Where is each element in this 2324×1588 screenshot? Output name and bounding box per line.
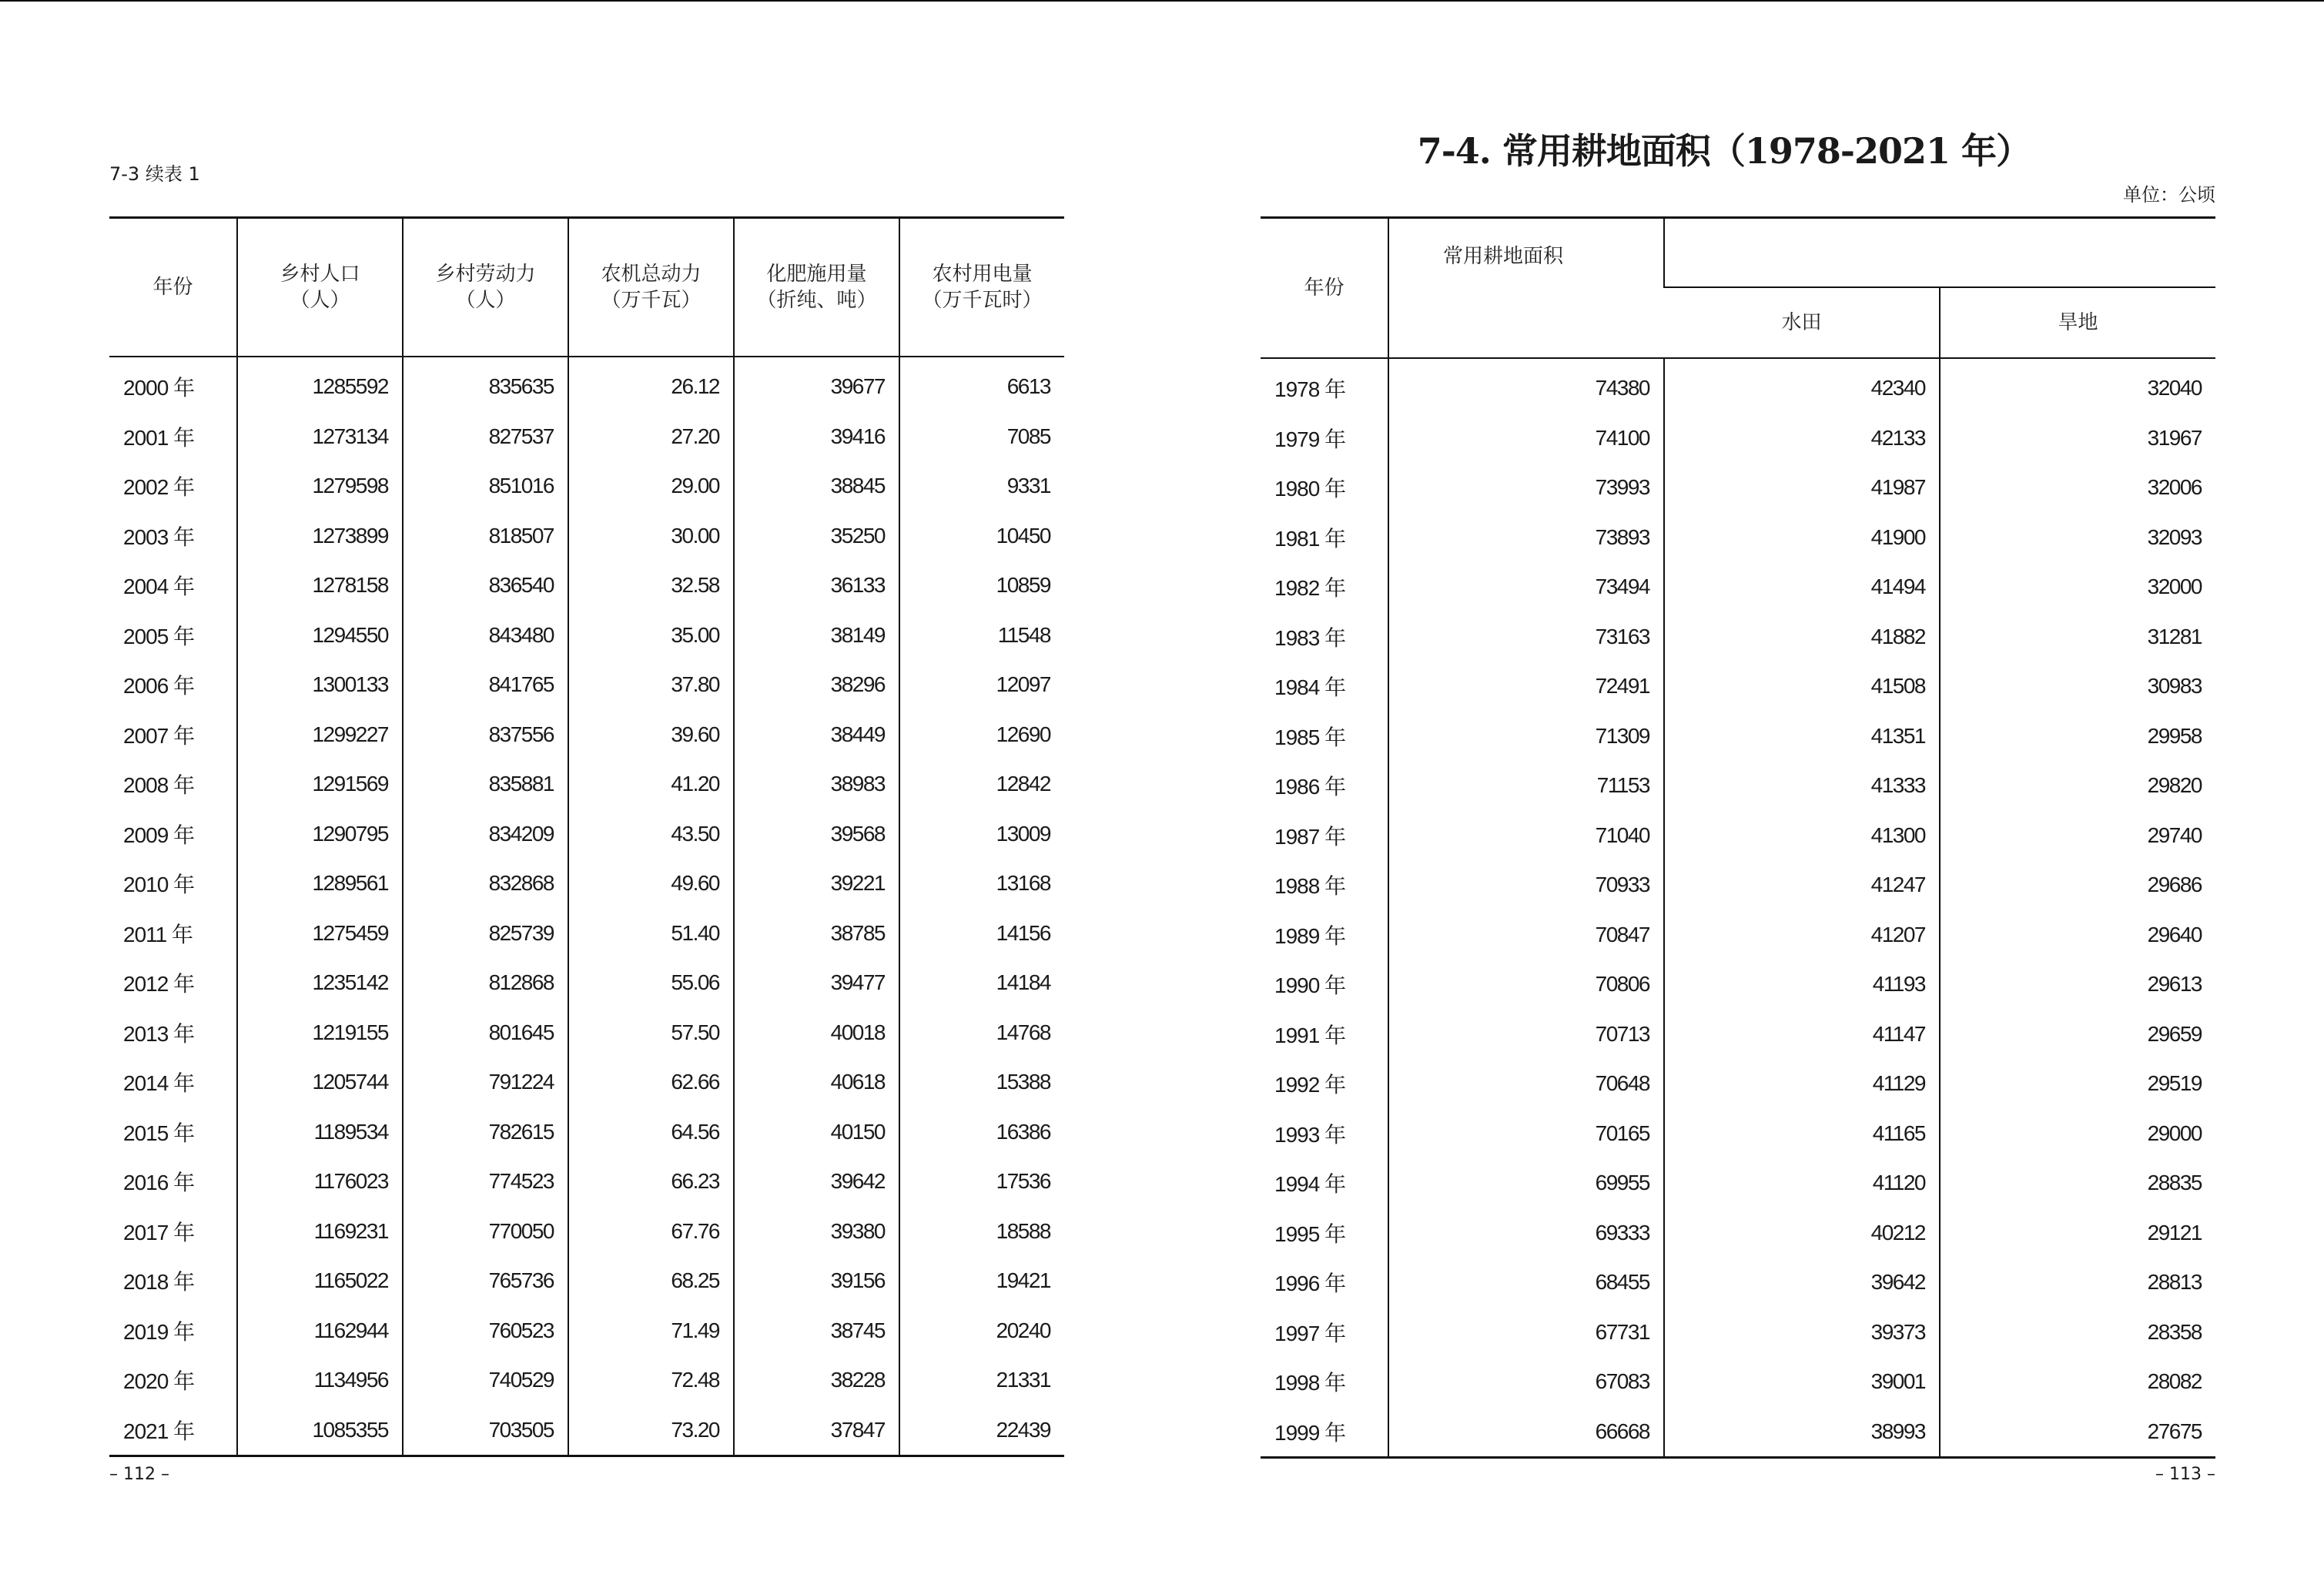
table-row: [109, 1107, 1064, 1157]
value-cell: 834209: [403, 809, 568, 859]
value-cell: 14768: [899, 1008, 1064, 1058]
header-unit: （折纯、吨）: [756, 289, 877, 312]
header-label: 年份: [152, 276, 193, 299]
year-cell: 1989 年: [1274, 923, 1346, 948]
table-row: [109, 461, 1064, 511]
value-cell: 812868: [403, 958, 568, 1008]
value-cell: 740529: [403, 1355, 568, 1405]
value-cell: 835881: [403, 759, 568, 809]
value-cell: 20240: [899, 1306, 1064, 1356]
value-cell: 13168: [899, 859, 1064, 909]
value-cell: 29613: [1940, 960, 2215, 1010]
value-cell: 29958: [1940, 712, 2215, 762]
table-row: [109, 511, 1064, 561]
year-cell: 1979 年: [1274, 427, 1346, 451]
table-row: [109, 809, 1064, 859]
year-cell: 2012 年: [123, 972, 195, 997]
header-year: 年份: [1261, 218, 1388, 359]
value-cell: 66668: [1388, 1407, 1664, 1458]
value-cell: 21331: [899, 1355, 1064, 1405]
value-cell: 41333: [1664, 761, 1940, 811]
value-cell: 37847: [734, 1405, 899, 1456]
unit-label: 单位：公顷: [2123, 184, 2215, 206]
value-cell: 41207: [1664, 910, 1940, 960]
value-cell: 15388: [899, 1057, 1064, 1107]
value-cell: 837556: [403, 710, 568, 760]
table-row: [1261, 414, 2215, 464]
value-cell: 818507: [403, 511, 568, 561]
table-row: [1261, 1109, 2215, 1159]
table-row: [109, 611, 1064, 661]
value-cell: 42340: [1664, 358, 1940, 414]
table-row: [1261, 860, 2215, 910]
year-cell: 2005 年: [123, 624, 195, 648]
header-unit: （万千瓦）: [601, 289, 702, 312]
header-label: 乡村劳动力: [435, 263, 536, 286]
value-cell: 703505: [403, 1405, 568, 1456]
value-cell: 72491: [1388, 662, 1664, 712]
value-cell: 1279598: [237, 461, 403, 511]
year-cell: 2004 年: [123, 575, 195, 599]
table-row: [109, 561, 1064, 611]
year-cell: 2014 年: [123, 1071, 195, 1096]
value-cell: 1290795: [237, 809, 403, 859]
year-cell: 1996 年: [1274, 1271, 1346, 1296]
value-cell: 16386: [899, 1107, 1064, 1157]
value-cell: 35250: [734, 511, 899, 561]
value-cell: 765736: [403, 1256, 568, 1306]
value-cell: 41120: [1664, 1158, 1940, 1208]
value-cell: 29659: [1940, 1010, 2215, 1060]
table-row: [1261, 1059, 2215, 1109]
header-label: 化肥施用量: [766, 263, 867, 286]
value-cell: 30983: [1940, 662, 2215, 712]
table-row: [109, 958, 1064, 1008]
value-cell: 38228: [734, 1355, 899, 1405]
value-cell: 37.80: [568, 660, 734, 710]
table-row: [109, 759, 1064, 809]
value-cell: 38449: [734, 710, 899, 760]
value-cell: 29686: [1940, 860, 2215, 910]
year-cell: 2010 年: [123, 873, 195, 897]
value-cell: 39477: [734, 958, 899, 1008]
value-cell: 11548: [899, 611, 1064, 661]
value-cell: 1289561: [237, 859, 403, 909]
value-cell: 41508: [1664, 662, 1940, 712]
year-cell: 1993 年: [1274, 1122, 1346, 1147]
table-row: [1261, 562, 2215, 612]
table-row: [1261, 513, 2215, 563]
value-cell: 1165022: [237, 1256, 403, 1306]
value-cell: 1299227: [237, 710, 403, 760]
year-cell: 2016 年: [123, 1171, 195, 1195]
value-cell: 39221: [734, 859, 899, 909]
page-number: – 113 –: [2155, 1465, 2215, 1484]
header-total-area: [1388, 218, 1664, 359]
value-cell: 41900: [1664, 513, 1940, 563]
header-unit: （人）: [290, 289, 350, 312]
table-row: [109, 909, 1064, 959]
value-cell: 71153: [1388, 761, 1664, 811]
value-cell: 28358: [1940, 1308, 2215, 1358]
value-cell: 39416: [734, 412, 899, 462]
header-total-area-label: 常用耕地面积: [1442, 245, 1563, 268]
value-cell: 32000: [1940, 562, 2215, 612]
value-cell: 40212: [1664, 1208, 1940, 1258]
header-col-4: [734, 218, 899, 357]
value-cell: 57.50: [568, 1008, 734, 1058]
table-row: [1261, 910, 2215, 960]
value-cell: 41247: [1664, 860, 1940, 910]
value-cell: 1300133: [237, 660, 403, 710]
value-cell: 70847: [1388, 910, 1664, 960]
value-cell: 73494: [1388, 562, 1664, 612]
value-cell: 1162944: [237, 1306, 403, 1356]
value-cell: 36133: [734, 561, 899, 611]
value-cell: 835635: [403, 357, 568, 412]
year-cell: 1992 年: [1274, 1073, 1346, 1097]
value-cell: 38296: [734, 660, 899, 710]
value-cell: 39568: [734, 809, 899, 859]
value-cell: 66.23: [568, 1157, 734, 1207]
header-label: 农机总动力: [601, 263, 702, 286]
table-row: [1261, 1158, 2215, 1208]
value-cell: 6613: [899, 357, 1064, 412]
value-cell: 38983: [734, 759, 899, 809]
year-cell: 2020 年: [123, 1369, 195, 1394]
table-row: [109, 859, 1064, 909]
value-cell: 71040: [1388, 811, 1664, 861]
value-cell: 28835: [1940, 1158, 2215, 1208]
table-row: [1261, 612, 2215, 662]
value-cell: 43.50: [568, 809, 734, 859]
value-cell: 29519: [1940, 1059, 2215, 1109]
value-cell: 41351: [1664, 712, 1940, 762]
value-cell: 32040: [1940, 358, 2215, 414]
value-cell: 42133: [1664, 414, 1940, 464]
value-cell: 760523: [403, 1306, 568, 1356]
value-cell: 1219155: [237, 1008, 403, 1058]
value-cell: 1176023: [237, 1157, 403, 1207]
table-row: [1261, 662, 2215, 712]
value-cell: 32093: [1940, 513, 2215, 563]
value-cell: 39001: [1664, 1357, 1940, 1407]
value-cell: 29.00: [568, 461, 734, 511]
value-cell: 29640: [1940, 910, 2215, 960]
value-cell: 68.25: [568, 1256, 734, 1306]
value-cell: 39373: [1664, 1308, 1940, 1358]
value-cell: 41494: [1664, 562, 1940, 612]
value-cell: 49.60: [568, 859, 734, 909]
header-col-1: [237, 218, 403, 357]
year-cell: 1983 年: [1274, 625, 1346, 650]
value-cell: 67.76: [568, 1207, 734, 1257]
value-cell: 40150: [734, 1107, 899, 1157]
value-cell: 29820: [1940, 761, 2215, 811]
year-cell: 1994 年: [1274, 1172, 1346, 1197]
value-cell: 39642: [734, 1157, 899, 1207]
year-cell: 2006 年: [123, 674, 195, 699]
value-cell: 67731: [1388, 1308, 1664, 1358]
value-cell: 41147: [1664, 1010, 1940, 1060]
year-cell: 2019 年: [123, 1319, 195, 1344]
value-cell: 71.49: [568, 1306, 734, 1356]
value-cell: 9331: [899, 461, 1064, 511]
value-cell: 39380: [734, 1207, 899, 1257]
table-row: [1261, 811, 2215, 861]
value-cell: 29121: [1940, 1208, 2215, 1258]
table-row: [1261, 1010, 2215, 1060]
year-cell: 1990 年: [1274, 973, 1346, 998]
year-cell: 2008 年: [123, 773, 195, 798]
year-cell: 2021 年: [123, 1419, 195, 1443]
table-row: [109, 412, 1064, 462]
year-cell: 2018 年: [123, 1270, 195, 1295]
value-cell: 22439: [899, 1405, 1064, 1456]
header-col-0: [109, 218, 237, 357]
value-cell: 69333: [1388, 1208, 1664, 1258]
value-cell: 72.48: [568, 1355, 734, 1405]
table-row: [1261, 1357, 2215, 1407]
value-cell: 1235142: [237, 958, 403, 1008]
table-row: [109, 660, 1064, 710]
year-cell: 2000 年: [123, 376, 195, 400]
value-cell: 801645: [403, 1008, 568, 1058]
table-row: [109, 1355, 1064, 1405]
year-cell: 2003 年: [123, 524, 195, 549]
rural-stats-table: [109, 216, 1064, 1457]
value-cell: 38845: [734, 461, 899, 511]
year-cell: 1982 年: [1274, 576, 1346, 601]
value-cell: 782615: [403, 1107, 568, 1157]
table-row: [109, 357, 1064, 412]
page-number: – 112 –: [109, 1465, 169, 1484]
value-cell: 35.00: [568, 611, 734, 661]
value-cell: 1291569: [237, 759, 403, 809]
value-cell: 29740: [1940, 811, 2215, 861]
value-cell: 1275459: [237, 909, 403, 959]
value-cell: 10859: [899, 561, 1064, 611]
value-cell: 851016: [403, 461, 568, 511]
value-cell: 74100: [1388, 414, 1664, 464]
value-cell: 73.20: [568, 1405, 734, 1456]
value-cell: 41.20: [568, 759, 734, 809]
value-cell: 64.56: [568, 1107, 734, 1157]
header-unit: （人）: [455, 289, 516, 312]
year-cell: 2013 年: [123, 1021, 195, 1046]
header-col-3: [568, 218, 734, 357]
value-cell: 51.40: [568, 909, 734, 959]
value-cell: 28082: [1940, 1357, 2215, 1407]
table-row: [109, 1405, 1064, 1456]
value-cell: 38745: [734, 1306, 899, 1356]
year-cell: 1981 年: [1274, 526, 1346, 551]
year-cell: 1988 年: [1274, 874, 1346, 899]
value-cell: 41987: [1664, 463, 1940, 513]
value-cell: 1189534: [237, 1107, 403, 1157]
value-cell: 38149: [734, 611, 899, 661]
table-row: [109, 1306, 1064, 1356]
value-cell: 26.12: [568, 357, 734, 412]
value-cell: 1134956: [237, 1355, 403, 1405]
value-cell: 31281: [1940, 612, 2215, 662]
value-cell: 13009: [899, 809, 1064, 859]
value-cell: 70713: [1388, 1010, 1664, 1060]
value-cell: 774523: [403, 1157, 568, 1207]
year-cell: 2009 年: [123, 822, 195, 847]
year-cell: 1998 年: [1274, 1371, 1346, 1395]
value-cell: 70648: [1388, 1059, 1664, 1109]
value-cell: 17536: [899, 1157, 1064, 1207]
value-cell: 1294550: [237, 611, 403, 661]
table-row: [109, 710, 1064, 760]
value-cell: 41882: [1664, 612, 1940, 662]
value-cell: 12690: [899, 710, 1064, 760]
year-cell: 1984 年: [1274, 675, 1346, 700]
year-cell: 1980 年: [1274, 477, 1346, 501]
table-row: [1261, 358, 2215, 414]
year-cell: 1991 年: [1274, 1023, 1346, 1047]
value-cell: 55.06: [568, 958, 734, 1008]
table-row: [109, 1256, 1064, 1306]
value-cell: 19421: [899, 1256, 1064, 1306]
year-cell: 1985 年: [1274, 725, 1346, 749]
value-cell: 40618: [734, 1057, 899, 1107]
header-col-5: [899, 218, 1064, 357]
value-cell: 41193: [1664, 960, 1940, 1010]
year-cell: 2011 年: [123, 922, 193, 946]
value-cell: 825739: [403, 909, 568, 959]
table-row: [1261, 463, 2215, 513]
value-cell: 38993: [1664, 1407, 1940, 1458]
value-cell: 70165: [1388, 1109, 1664, 1159]
year-cell: 2007 年: [123, 723, 195, 748]
value-cell: 14156: [899, 909, 1064, 959]
table-row: [1261, 960, 2215, 1010]
table-row: [1261, 1407, 2215, 1458]
value-cell: 832868: [403, 859, 568, 909]
value-cell: 27675: [1940, 1407, 2215, 1458]
year-cell: 1978 年: [1274, 377, 1346, 402]
header-unit: （万千瓦时）: [922, 289, 1043, 312]
value-cell: 836540: [403, 561, 568, 611]
value-cell: 73163: [1388, 612, 1664, 662]
table-row: [1261, 1258, 2215, 1308]
header-blank: [1664, 218, 2215, 288]
table-row: [109, 1057, 1064, 1107]
continuation-label: 7-3 续表 1: [109, 163, 200, 185]
value-cell: 1273899: [237, 511, 403, 561]
value-cell: 843480: [403, 611, 568, 661]
value-cell: 1285592: [237, 357, 403, 412]
value-cell: 39.60: [568, 710, 734, 760]
value-cell: 12842: [899, 759, 1064, 809]
value-cell: 770050: [403, 1207, 568, 1257]
value-cell: 39677: [734, 357, 899, 412]
value-cell: 18588: [899, 1207, 1064, 1257]
year-cell: 1987 年: [1274, 824, 1346, 849]
table-row: [1261, 712, 2215, 762]
header-label: 乡村人口: [280, 263, 360, 286]
value-cell: 74380: [1388, 358, 1664, 414]
value-cell: 38785: [734, 909, 899, 959]
value-cell: 40018: [734, 1008, 899, 1058]
value-cell: 10450: [899, 511, 1064, 561]
year-cell: 2015 年: [123, 1121, 195, 1145]
year-cell: 1997 年: [1274, 1321, 1346, 1345]
value-cell: 69955: [1388, 1158, 1664, 1208]
year-cell: 1995 年: [1274, 1221, 1346, 1246]
year-cell: 1986 年: [1274, 775, 1346, 799]
value-cell: 1085355: [237, 1405, 403, 1456]
value-cell: 12097: [899, 660, 1064, 710]
table-row: [109, 1008, 1064, 1058]
header-col-2: [403, 218, 568, 357]
value-cell: 41300: [1664, 811, 1940, 861]
value-cell: 70933: [1388, 860, 1664, 910]
year-cell: 2002 年: [123, 475, 195, 500]
value-cell: 31967: [1940, 414, 2215, 464]
value-cell: 1205744: [237, 1057, 403, 1107]
value-cell: 27.20: [568, 412, 734, 462]
value-cell: 28813: [1940, 1258, 2215, 1308]
value-cell: 39156: [734, 1256, 899, 1306]
value-cell: 791224: [403, 1057, 568, 1107]
value-cell: 71309: [1388, 712, 1664, 762]
value-cell: 1273134: [237, 412, 403, 462]
table-row: [1261, 1308, 2215, 1358]
value-cell: 841765: [403, 660, 568, 710]
top-border: [0, 0, 2324, 2]
value-cell: 68455: [1388, 1258, 1664, 1308]
value-cell: 41129: [1664, 1059, 1940, 1109]
value-cell: 827537: [403, 412, 568, 462]
table-row: [109, 1157, 1064, 1207]
table-row: [1261, 1208, 2215, 1258]
value-cell: 32.58: [568, 561, 734, 611]
table-row: [109, 1207, 1064, 1257]
value-cell: 7085: [899, 412, 1064, 462]
value-cell: 32006: [1940, 463, 2215, 513]
header-dry: 旱地: [1940, 287, 2215, 358]
cultivated-land-table: [1261, 216, 2215, 1459]
header-paddy: 水田: [1664, 287, 1940, 358]
value-cell: 62.66: [568, 1057, 734, 1107]
year-cell: 2001 年: [123, 425, 195, 450]
value-cell: 1169231: [237, 1207, 403, 1257]
value-cell: 73993: [1388, 463, 1664, 513]
value-cell: 39642: [1664, 1258, 1940, 1308]
value-cell: 29000: [1940, 1109, 2215, 1159]
year-cell: 1999 年: [1274, 1420, 1346, 1445]
value-cell: 1278158: [237, 561, 403, 611]
value-cell: 30.00: [568, 511, 734, 561]
value-cell: 41165: [1664, 1109, 1940, 1159]
value-cell: 67083: [1388, 1357, 1664, 1407]
table-row: [1261, 761, 2215, 811]
value-cell: 70806: [1388, 960, 1664, 1010]
year-cell: 2017 年: [123, 1220, 195, 1245]
header-label: 农村用电量: [932, 263, 1033, 286]
page-title: 7-4. 常用耕地面积（1978-2021 年）: [1417, 130, 2031, 172]
value-cell: 73893: [1388, 513, 1664, 563]
value-cell: 14184: [899, 958, 1064, 1008]
